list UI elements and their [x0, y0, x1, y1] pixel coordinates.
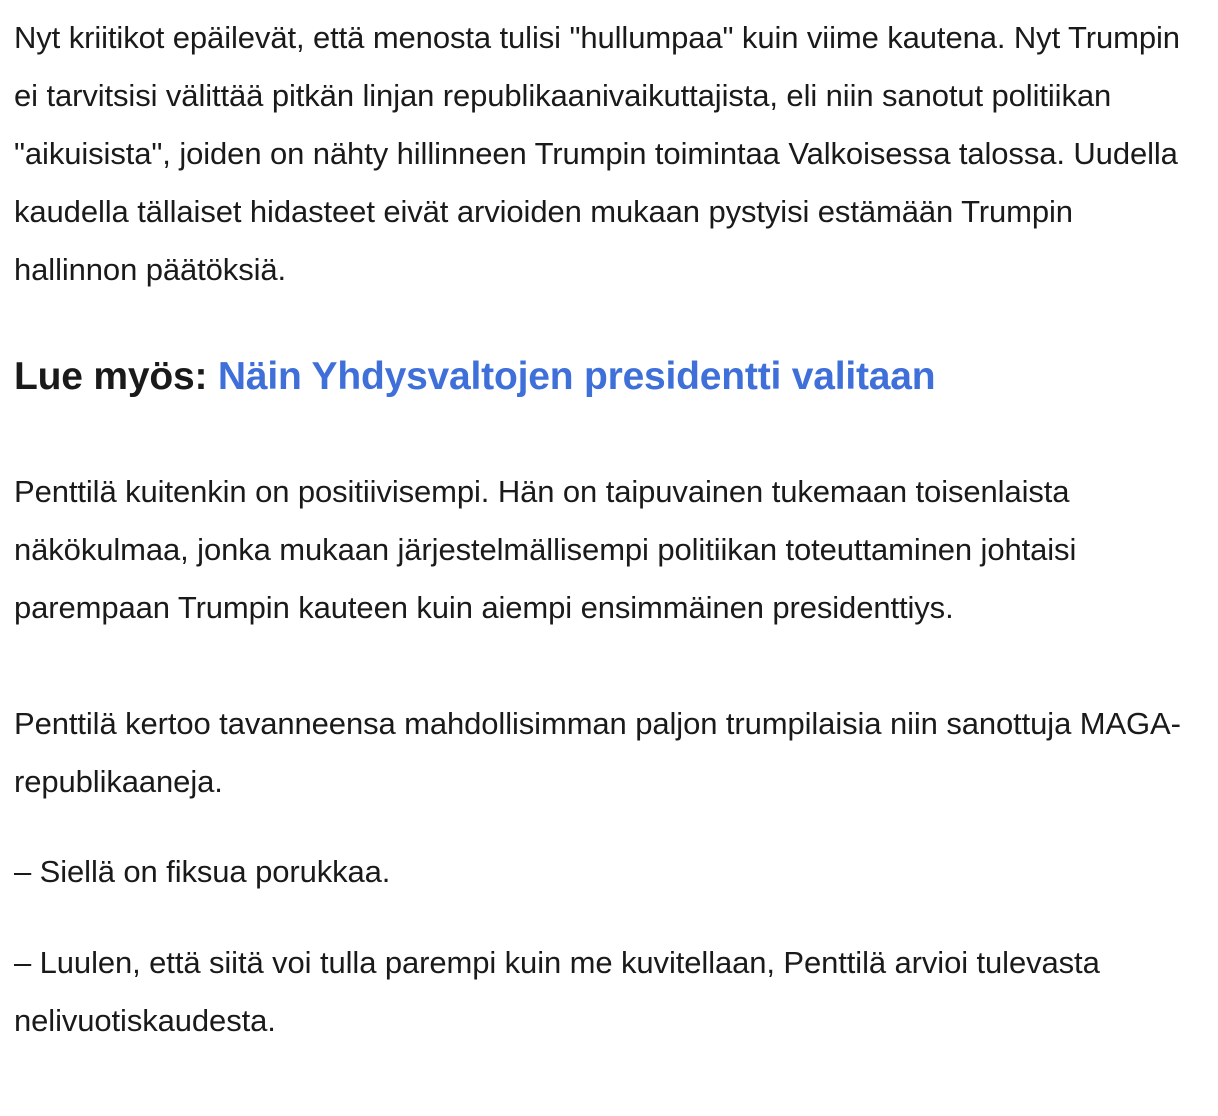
- read-also-prefix: Lue myös:: [14, 355, 218, 398]
- read-also-link[interactable]: Näin Yhdysvaltojen presidentti valitaan: [217, 355, 936, 398]
- quote-paragraph: – Siellä on fiksua porukkaa.: [14, 854, 391, 889]
- read-also-heading: [14, 299, 1198, 402]
- quote-paragraph: – Luulen, että siitä voi tulla parempi kuin me kuvitellaan, Penttilä arvioi tulevasta nelivuotiskaudesta.: [14, 945, 1100, 1038]
- article-paragraph: Nyt kriitikot epäilevät, että menosta tulisi "hullumpaa" kuin viime kautena. Nyt Trumpin ei tarvitsisi välittää pitkän linjan republikaanivaikuttajista, eli niin sanotut politiikan "aikuisista", joiden on nähty hillinneen Trumpin toimintaa Valkoisessa talossa. Uudella kaudella tällaiset hidasteet eivät arvioiden mukaan pystyisi estämään Trumpin hallinnon päätöksiä.: [14, 20, 1180, 287]
- article-paragraph: Penttilä kertoo tavanneensa mahdollisimman paljon trumpilaisia niin sanottuja MAGA-republikaaneja.: [14, 706, 1181, 799]
- article-paragraph: Penttilä kuitenkin on positiivisempi. Hän on taipuvainen tukemaan toisenlaista näkökulmaa, jonka mukaan järjestelmällisempi politiikan toteuttaminen johtaisi parempaan Trumpin kauteen kuin aiempi ensimmäinen presidenttiys.: [14, 474, 1077, 625]
